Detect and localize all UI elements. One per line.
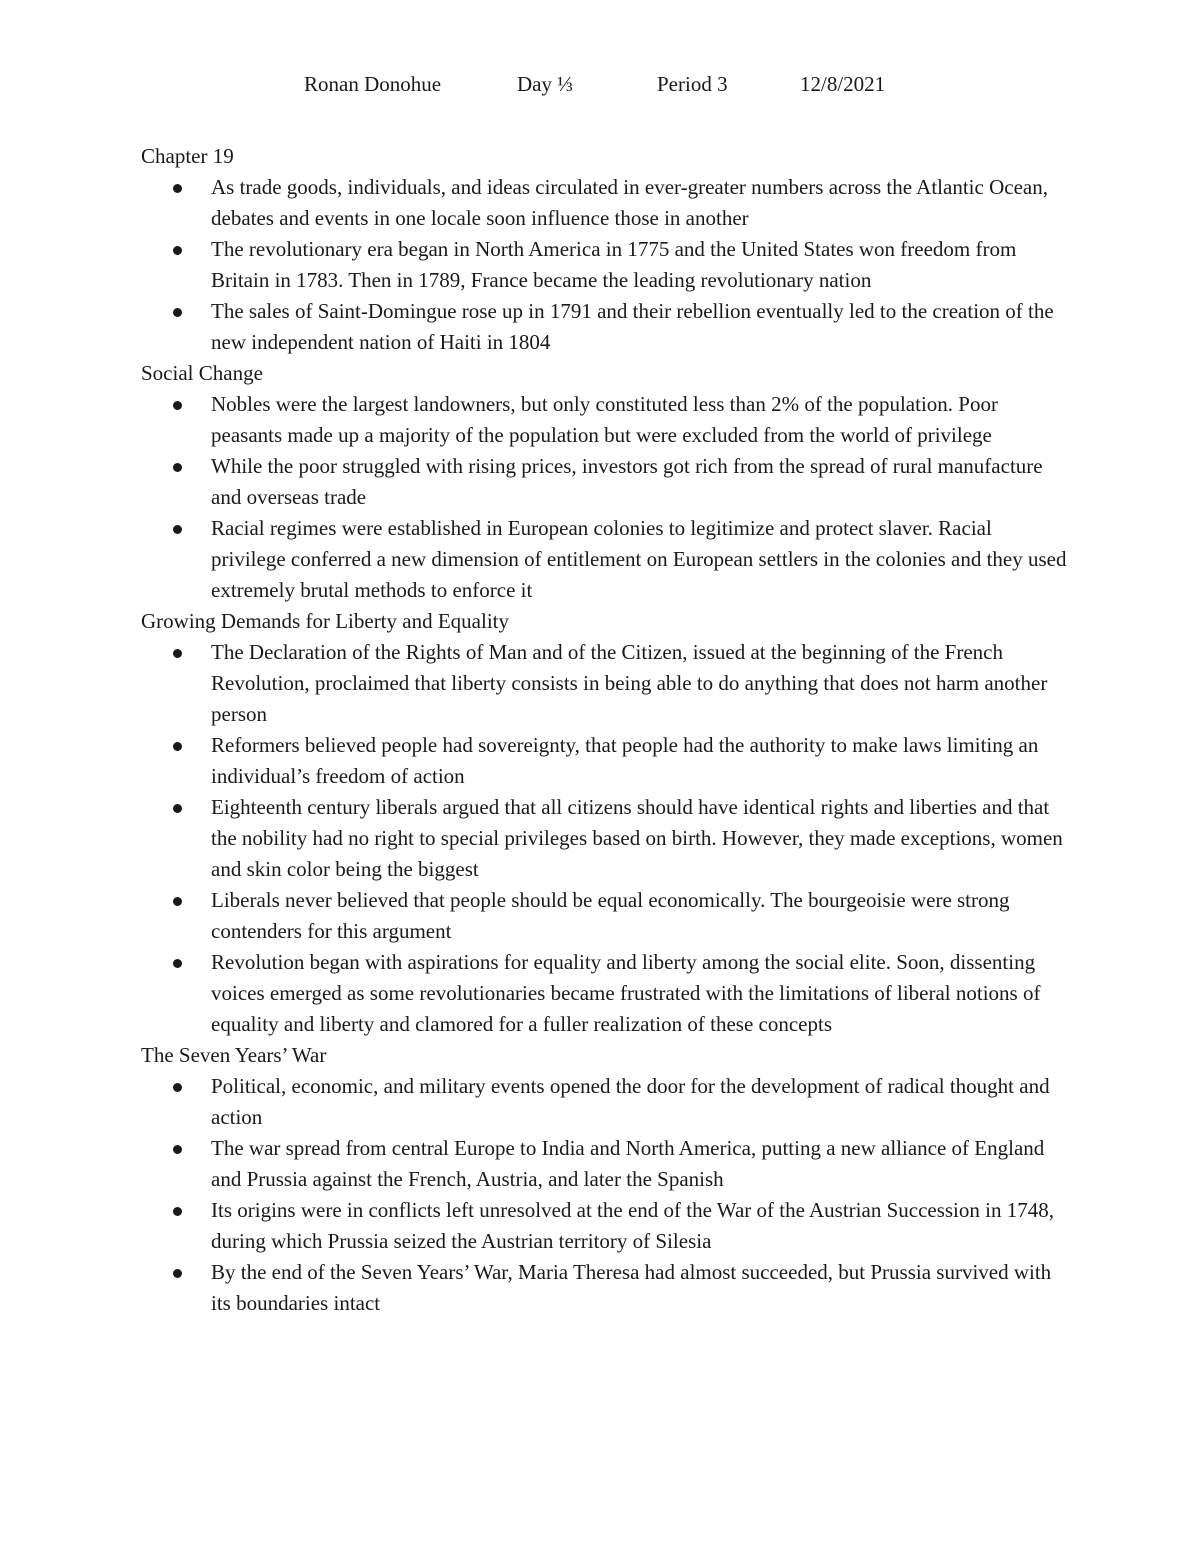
bullet-text: Political, economic, and military events opened the door for the development of radical thought and action bbox=[211, 1074, 1050, 1129]
bullet-item bbox=[141, 513, 1071, 606]
bullet-text: Nobles were the largest landowners, but only constituted less than 2% of the population. Poor peasants made up a majority of the population but were excluded from the world of privilege bbox=[211, 392, 998, 447]
section-heading: The Seven Years’ War bbox=[141, 1043, 327, 1067]
section-seven-years-war bbox=[141, 1040, 1071, 1319]
bullet-icon bbox=[173, 804, 182, 813]
period-label: Period 3 bbox=[657, 72, 728, 96]
bullet-icon bbox=[173, 1145, 182, 1154]
bullet-list bbox=[141, 389, 1071, 606]
bullet-list bbox=[141, 637, 1071, 1040]
bullet-item bbox=[141, 172, 1071, 234]
bullet-icon bbox=[173, 246, 182, 255]
bullet-item bbox=[141, 637, 1071, 730]
bullet-text: Reformers believed people had sovereignty, that people had the authority to make laws limiting an individual’s freedom of action bbox=[211, 733, 1039, 788]
bullet-icon bbox=[173, 649, 182, 658]
bullet-item bbox=[141, 234, 1071, 296]
bullet-icon bbox=[173, 525, 182, 534]
section-social-change bbox=[141, 358, 1071, 606]
bullet-item bbox=[141, 730, 1071, 792]
section-liberty-equality bbox=[141, 606, 1071, 1040]
bullet-item bbox=[141, 451, 1071, 513]
bullet-text: Its origins were in conflicts left unresolved at the end of the War of the Austrian Succession in 1748, during which Prussia seized the Austrian territory of Silesia bbox=[211, 1198, 1054, 1253]
bullet-text: The war spread from central Europe to India and North America, putting a new alliance of England and Prussia against the French, Austria, and later the Spanish bbox=[211, 1136, 1045, 1191]
bullet-icon bbox=[173, 184, 182, 193]
bullet-item bbox=[141, 1071, 1071, 1133]
section-heading: Social Change bbox=[141, 361, 263, 385]
bullet-icon bbox=[173, 897, 182, 906]
bullet-text: While the poor struggled with rising prices, investors got rich from the spread of rural manufacture and overseas trade bbox=[211, 454, 1043, 509]
bullet-icon bbox=[173, 401, 182, 410]
bullet-item bbox=[141, 885, 1071, 947]
bullet-list bbox=[141, 172, 1071, 358]
section-chapter-19 bbox=[141, 141, 1071, 358]
bullet-text: As trade goods, individuals, and ideas circulated in ever-greater numbers across the Atlantic Ocean, debates and events in one locale soon influence those in another bbox=[211, 175, 1048, 230]
bullet-icon bbox=[173, 742, 182, 751]
bullet-text: By the end of the Seven Years’ War, Maria Theresa had almost succeeded, but Prussia survived with its boundaries intact bbox=[211, 1260, 1052, 1315]
bullet-icon bbox=[173, 308, 182, 317]
bullet-icon bbox=[173, 1207, 182, 1216]
document-header bbox=[0, 72, 1200, 102]
notes-body bbox=[141, 141, 1071, 1319]
bullet-list bbox=[141, 1071, 1071, 1319]
bullet-text: Revolution began with aspirations for equality and liberty among the social elite. Soon, dissenting voices emerged as some revolutionaries became frustrated with the limitations of liberal notions of equality and liberty and clamored for a fuller realization of these concepts bbox=[211, 950, 1041, 1036]
bullet-text: The sales of Saint-Domingue rose up in 1791 and their rebellion eventually led to the creation of the new independent nation of Haiti in 1804 bbox=[211, 299, 1054, 354]
bullet-icon bbox=[173, 959, 182, 968]
bullet-item bbox=[141, 947, 1071, 1040]
date-label: 12/8/2021 bbox=[800, 72, 886, 96]
bullet-icon bbox=[173, 1269, 182, 1278]
bullet-item bbox=[141, 296, 1071, 358]
section-heading: Growing Demands for Liberty and Equality bbox=[141, 609, 509, 633]
bullet-text: Racial regimes were established in European colonies to legitimize and protect slaver. Racial privilege conferred a new dimension of entitlement on European settlers in the colonies and they used extremely brutal methods to enforce it bbox=[211, 516, 1067, 602]
bullet-icon bbox=[173, 463, 182, 472]
bullet-icon bbox=[173, 1083, 182, 1092]
bullet-text: The revolutionary era began in North America in 1775 and the United States won freedom from Britain in 1783. Then in 1789, France became the leading revolutionary nation bbox=[211, 237, 1017, 292]
student-name: Ronan Donohue bbox=[304, 72, 442, 96]
bullet-text: Eighteenth century liberals argued that all citizens should have identical rights and liberties and that the nobility had no right to special privileges based on birth. However, they made exceptions, women and skin color being the biggest bbox=[211, 795, 1063, 881]
bullet-item bbox=[141, 792, 1071, 885]
day-label: Day ⅓ bbox=[517, 72, 573, 96]
bullet-item bbox=[141, 389, 1071, 451]
bullet-item bbox=[141, 1195, 1071, 1257]
bullet-text: The Declaration of the Rights of Man and of the Citizen, issued at the beginning of the French Revolution, proclaimed that liberty consists in being able to do anything that does not harm another person bbox=[211, 640, 1048, 726]
bullet-item bbox=[141, 1133, 1071, 1195]
bullet-text: Liberals never believed that people should be equal economically. The bourgeoisie were strong contenders for this argument bbox=[211, 888, 1010, 943]
section-heading: Chapter 19 bbox=[141, 144, 234, 168]
bullet-item bbox=[141, 1257, 1071, 1319]
